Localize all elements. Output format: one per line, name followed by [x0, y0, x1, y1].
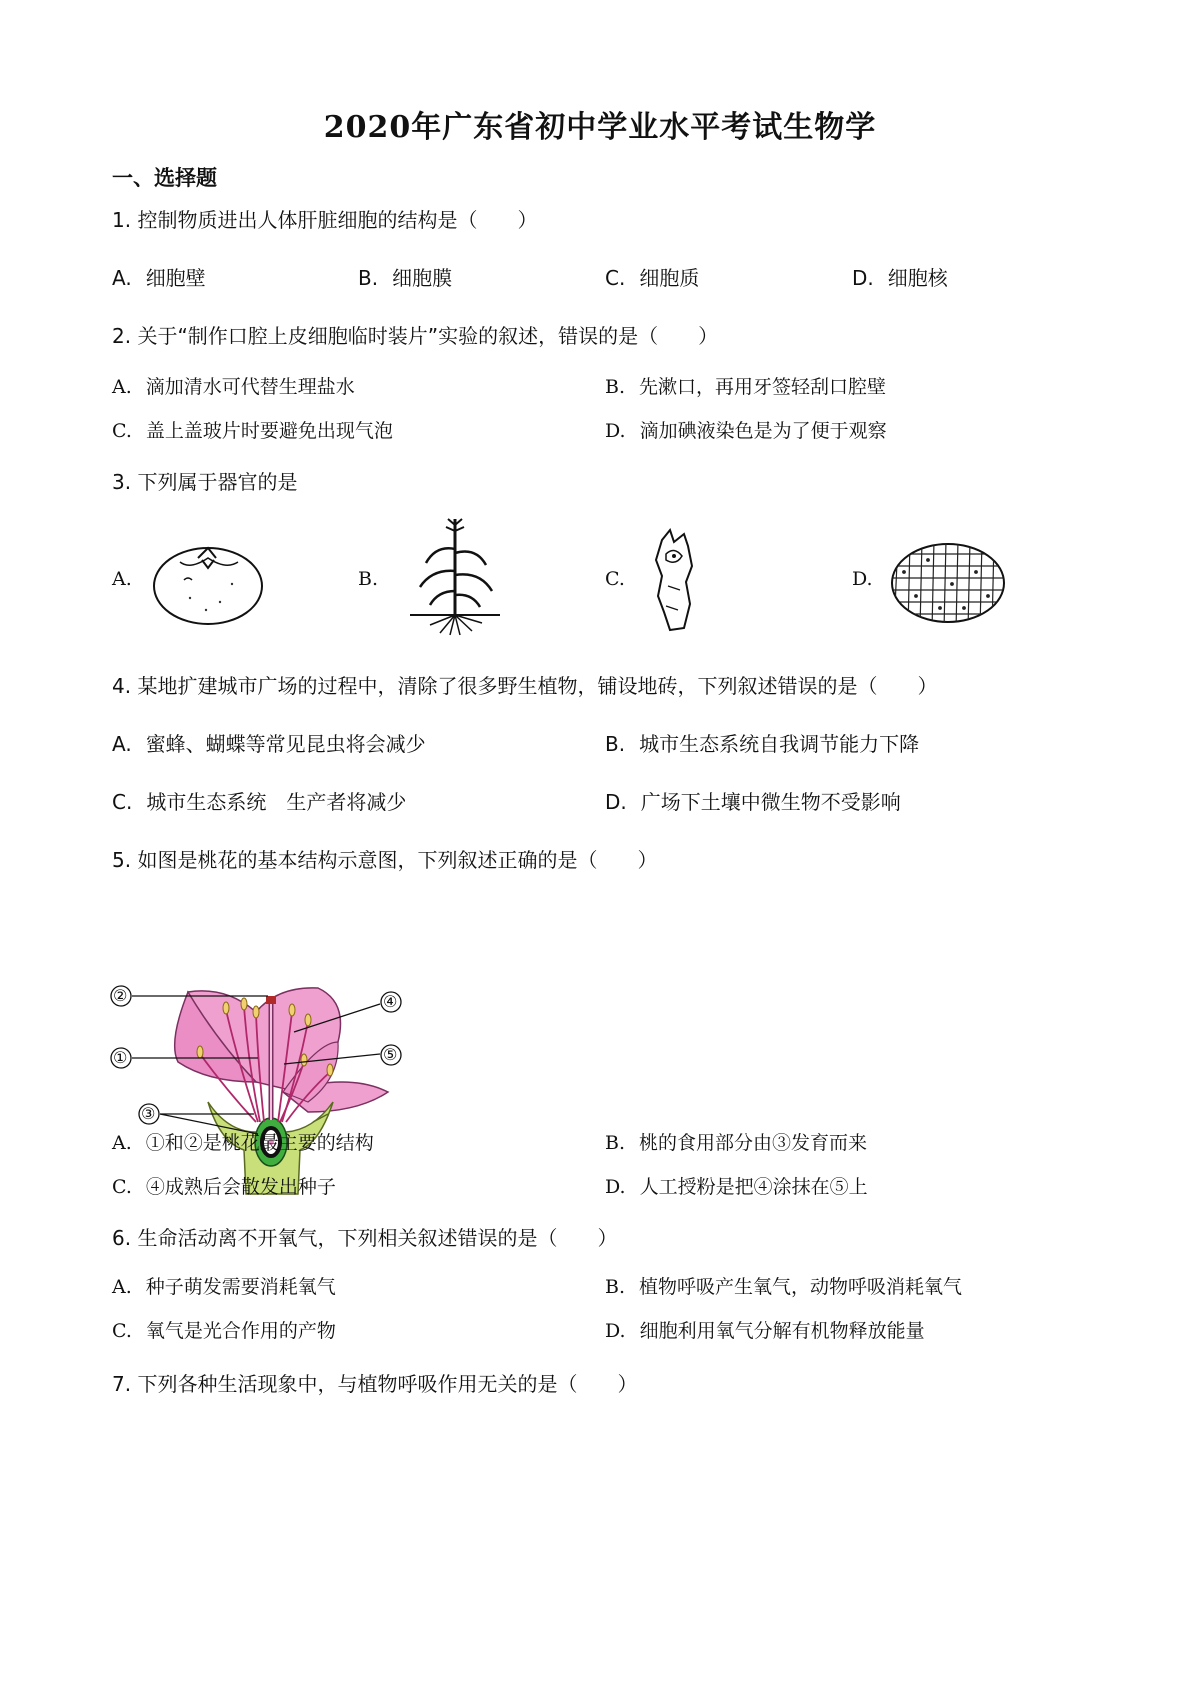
question-5-option-d[interactable]: [605, 1172, 868, 1199]
option-text: 广场下土壤中微生物不受影响: [640, 790, 901, 814]
option-label: D.: [605, 1320, 626, 1342]
option-text: 城市生态系统 生产者将减少: [146, 790, 407, 814]
question-1-option-c[interactable]: [605, 262, 699, 291]
question-7-stem: 7. 下列各种生活现象中，与植物呼吸作用无关的是（ ）: [112, 1372, 638, 1396]
option-label: D.: [605, 420, 626, 442]
question-4-option-a[interactable]: [112, 728, 426, 757]
option-text: ④成熟后会散发出种子: [145, 1176, 336, 1198]
option-label: C.: [112, 420, 132, 442]
question-2-stem: 2. 关于“制作口腔上皮细胞临时装片”实验的叙述，错误的是（ ）: [112, 324, 719, 348]
option-text: 人工授粉是把④涂抹在⑤上: [639, 1176, 868, 1198]
question-1-option-a[interactable]: [112, 262, 206, 291]
option-text: 滴加清水可代替生理盐水: [145, 376, 355, 398]
cell-tissue-icon: [888, 540, 1008, 626]
option-text: 细胞膜: [392, 266, 453, 290]
option-text: 植物呼吸产生氧气，动物呼吸消耗氧气: [639, 1276, 963, 1298]
flower-label-3: ③: [141, 1104, 156, 1123]
question-3-option-c[interactable]: [605, 568, 639, 590]
question-5-stem: 5. 如图是桃花的基本结构示意图，下列叙述正确的是（ ）: [112, 848, 658, 872]
question-4-option-b[interactable]: [605, 728, 919, 757]
option-label: A.: [112, 376, 132, 398]
option-label: B.: [605, 732, 626, 756]
option-text: 氧气是光合作用的产物: [145, 1320, 336, 1342]
question-5-option-b[interactable]: [605, 1128, 867, 1155]
option-label: C.: [112, 1176, 132, 1198]
question-3-option-a[interactable]: [112, 568, 146, 590]
option-label: A.: [112, 568, 132, 590]
option-label: D.: [852, 266, 874, 290]
option-text: 蜜蜂、蝴蝶等常见昆虫将会减少: [145, 732, 426, 756]
question-1-option-b[interactable]: [358, 262, 452, 291]
question-5-option-c[interactable]: [112, 1172, 336, 1199]
option-label: B.: [358, 266, 379, 290]
question-1-stem: 1. 控制物质进出人体肝脏细胞的结构是（ ）: [112, 208, 538, 232]
tissue-fragment-icon: [644, 526, 704, 636]
option-label: B.: [605, 1276, 626, 1298]
question-3-stem: 3. 下列属于器官的是: [112, 470, 298, 494]
option-text: 桃的食用部分由③发育而来: [639, 1132, 868, 1154]
option-text: 先漱口，再用牙签轻刮口腔壁: [639, 376, 887, 398]
peach-flower-diagram: [108, 982, 448, 1204]
question-3-option-d[interactable]: [852, 568, 887, 590]
option-label: A.: [112, 1132, 132, 1154]
option-label: A.: [112, 266, 132, 290]
option-label: D.: [605, 790, 627, 814]
flower-label-5: ⑤: [383, 1045, 398, 1064]
question-3-option-b[interactable]: [358, 568, 392, 590]
question-5-option-a[interactable]: [112, 1128, 374, 1155]
question-2-option-d[interactable]: [605, 416, 887, 443]
option-label: B.: [358, 568, 379, 590]
option-label: C.: [605, 568, 625, 590]
option-label: C.: [605, 266, 626, 290]
option-label: A.: [112, 732, 132, 756]
question-6-option-b[interactable]: [605, 1272, 962, 1299]
question-2-option-a[interactable]: [112, 372, 355, 399]
option-text: 细胞核: [887, 266, 948, 290]
question-1-option-d[interactable]: [852, 262, 948, 291]
option-label: A.: [112, 1276, 132, 1298]
option-text: 滴加碘液染色是为了便于观察: [639, 420, 887, 442]
question-6-stem: 6. 生命活动离不开氧气，下列相关叙述错误的是（ ）: [112, 1226, 618, 1250]
question-2-option-b[interactable]: [605, 372, 886, 399]
option-label: B.: [605, 376, 626, 398]
option-label: B.: [605, 1132, 626, 1154]
flower-label-1: ①: [113, 1048, 128, 1067]
option-label: D.: [852, 568, 873, 590]
question-6-option-a[interactable]: [112, 1272, 336, 1299]
option-text: 细胞利用氧气分解有机物释放能量: [639, 1320, 925, 1342]
option-text: 种子萌发需要消耗氧气: [145, 1276, 336, 1298]
question-2-option-c[interactable]: [112, 416, 393, 443]
section-heading: 一、选择题: [112, 166, 217, 190]
question-4-stem: 4. 某地扩建城市广场的过程中，清除了很多野生植物，铺设地砖，下列叙述错误的是（ ）: [112, 674, 938, 698]
option-text: 细胞壁: [145, 266, 206, 290]
option-text: ①和②是桃花最主要的结构: [145, 1132, 374, 1154]
option-text: 城市生态系统自我调节能力下降: [639, 732, 920, 756]
option-label: D.: [605, 1176, 626, 1198]
flower-label-4: ④: [383, 992, 398, 1011]
option-text: 盖上盖玻片时要避免出现气泡: [145, 420, 393, 442]
page-title: 2020年广东省初中学业水平考试生物学: [323, 110, 877, 145]
question-4-option-c[interactable]: [112, 786, 406, 815]
question-4-option-d[interactable]: [605, 786, 901, 815]
option-label: C.: [112, 1320, 132, 1342]
flower-label-2: ②: [113, 986, 128, 1005]
corn-plant-icon: [400, 515, 510, 640]
tomato-icon: [150, 540, 266, 626]
option-text: 细胞质: [639, 266, 700, 290]
question-6-option-c[interactable]: [112, 1316, 336, 1343]
question-6-option-d[interactable]: [605, 1316, 925, 1343]
option-label: C.: [112, 790, 133, 814]
